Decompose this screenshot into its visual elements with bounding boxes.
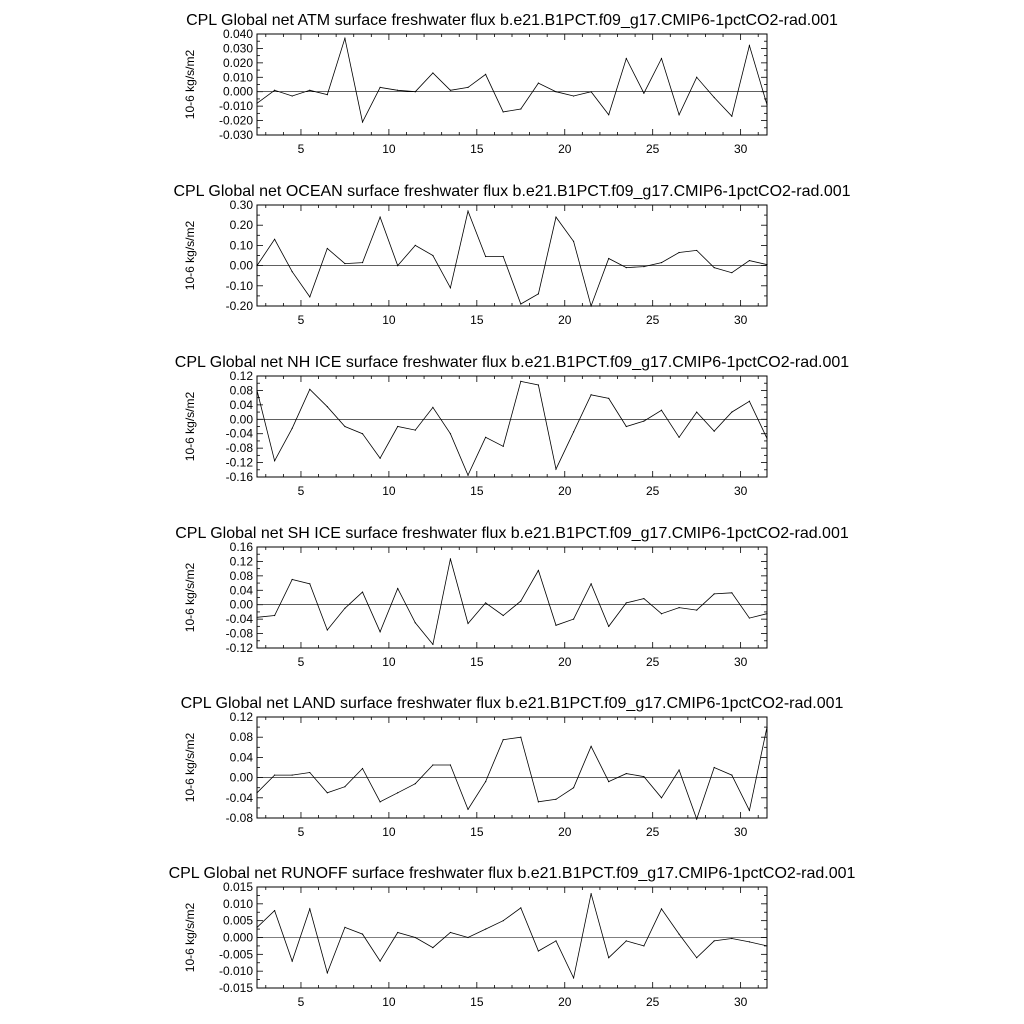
y-tick-label: -0.12 bbox=[225, 455, 253, 470]
y-tick-label: 0.00 bbox=[229, 258, 253, 273]
data-point bbox=[380, 217, 381, 218]
y-tick-label: -0.16 bbox=[225, 470, 253, 484]
plot-frame bbox=[257, 205, 767, 306]
data-point bbox=[432, 407, 433, 408]
data-point bbox=[591, 893, 592, 894]
data-point bbox=[485, 256, 486, 257]
x-tick-label: 20 bbox=[558, 825, 572, 839]
data-point bbox=[292, 960, 293, 961]
data-point bbox=[432, 72, 433, 73]
data-point bbox=[749, 45, 750, 46]
data-point bbox=[608, 781, 609, 782]
data-point bbox=[397, 588, 398, 589]
data-point bbox=[397, 426, 398, 427]
x-tick-label: 10 bbox=[382, 142, 396, 156]
data-point bbox=[749, 401, 750, 402]
data-point bbox=[591, 305, 592, 306]
data-point bbox=[503, 739, 504, 740]
data-point bbox=[714, 267, 715, 268]
data-point bbox=[467, 809, 468, 810]
data-point bbox=[520, 601, 521, 602]
x-tick-label: 15 bbox=[470, 825, 484, 839]
chart-title: CPL Global net OCEAN surface freshwater flux b.e21.B1PCT.f09_g17.CMIP6-1pctCO2-rad.001 bbox=[173, 183, 851, 200]
y-tick-label: 0.08 bbox=[229, 730, 253, 745]
data-point bbox=[731, 938, 732, 939]
data-point bbox=[573, 619, 574, 620]
data-point bbox=[591, 746, 592, 747]
data-point bbox=[327, 972, 328, 973]
y-axis-label: 10-6 kg/s/m2 bbox=[183, 902, 197, 973]
data-point bbox=[643, 93, 644, 94]
data-point bbox=[591, 394, 592, 395]
y-tick-label: 0.005 bbox=[222, 913, 253, 928]
y-tick-label: 0.00 bbox=[229, 412, 253, 427]
data-point bbox=[696, 610, 697, 611]
data-point bbox=[415, 430, 416, 431]
chart-title: CPL Global net LAND surface freshwater flux b.e21.B1PCT.f09_g17.CMIP6-1pctCO2-rad.001 bbox=[180, 695, 844, 712]
data-point bbox=[503, 446, 504, 447]
data-point bbox=[256, 103, 257, 104]
data-point bbox=[485, 74, 486, 75]
data-point bbox=[626, 940, 627, 941]
x-tick-label: 10 bbox=[382, 825, 396, 839]
data-point bbox=[661, 262, 662, 263]
y-tick-label: 0.020 bbox=[222, 55, 253, 70]
y-tick-label: 0.12 bbox=[229, 369, 253, 383]
data-point bbox=[749, 260, 750, 261]
x-tick-label: 15 bbox=[470, 655, 484, 669]
panel-1 bbox=[183, 12, 838, 156]
data-point bbox=[591, 91, 592, 92]
y-tick-label: 0.00 bbox=[229, 770, 253, 785]
x-tick-label: 30 bbox=[733, 825, 748, 839]
x-tick-label: 20 bbox=[558, 655, 572, 669]
x-tick-label: 30 bbox=[733, 995, 748, 1009]
data-point bbox=[292, 95, 293, 96]
data-point bbox=[643, 266, 644, 267]
x-tick-label: 5 bbox=[297, 484, 305, 498]
data-point bbox=[714, 97, 715, 98]
data-point bbox=[591, 583, 592, 584]
data-point bbox=[432, 255, 433, 256]
data-point bbox=[503, 256, 504, 257]
y-axis-label: 10-6 kg/s/m2 bbox=[183, 220, 197, 291]
x-tick-label: 10 bbox=[382, 484, 396, 498]
series-line bbox=[257, 559, 767, 645]
x-tick-label: 30 bbox=[733, 655, 748, 669]
data-point bbox=[256, 390, 257, 391]
plot-frame bbox=[257, 376, 767, 477]
data-point bbox=[643, 420, 644, 421]
data-point bbox=[450, 287, 451, 288]
data-point bbox=[467, 87, 468, 88]
y-tick-label: 0.030 bbox=[222, 41, 253, 56]
data-point bbox=[766, 104, 767, 105]
y-tick-label: 0.040 bbox=[222, 27, 253, 41]
data-point bbox=[362, 768, 363, 769]
y-tick-label: -0.04 bbox=[225, 790, 253, 805]
y-tick-label: -0.20 bbox=[225, 299, 253, 313]
data-point bbox=[415, 783, 416, 784]
x-tick-label: 25 bbox=[646, 995, 660, 1009]
plot-frame bbox=[257, 34, 767, 135]
data-point bbox=[503, 615, 504, 616]
data-point bbox=[415, 622, 416, 623]
data-point bbox=[696, 957, 697, 958]
data-point bbox=[450, 764, 451, 765]
x-tick-label: 30 bbox=[733, 313, 748, 327]
data-point bbox=[678, 437, 679, 438]
x-tick-label: 20 bbox=[558, 995, 572, 1009]
data-point bbox=[309, 90, 310, 91]
y-tick-label: -0.08 bbox=[225, 441, 253, 456]
y-tick-label: -0.08 bbox=[225, 811, 253, 825]
x-tick-label: 10 bbox=[382, 655, 396, 669]
y-tick-label: 0.00 bbox=[229, 597, 253, 612]
y-tick-label: 0.12 bbox=[229, 554, 253, 569]
data-point bbox=[749, 617, 750, 618]
x-tick-label: 30 bbox=[733, 142, 748, 156]
data-point bbox=[573, 241, 574, 242]
data-point bbox=[309, 908, 310, 909]
x-tick-label: 5 bbox=[297, 655, 305, 669]
data-point bbox=[766, 613, 767, 614]
data-point bbox=[274, 460, 275, 461]
data-point bbox=[555, 217, 556, 218]
data-point bbox=[344, 38, 345, 39]
data-point bbox=[661, 410, 662, 411]
y-tick-label: 0.04 bbox=[229, 583, 253, 598]
y-tick-label: 0.30 bbox=[229, 198, 253, 212]
x-tick-label: 5 bbox=[297, 995, 305, 1009]
data-point bbox=[362, 121, 363, 122]
x-tick-label: 15 bbox=[470, 484, 484, 498]
data-point bbox=[555, 625, 556, 626]
y-tick-label: -0.015 bbox=[218, 981, 253, 995]
data-point bbox=[678, 607, 679, 608]
x-tick-label: 15 bbox=[470, 995, 484, 1009]
data-point bbox=[415, 91, 416, 92]
data-point bbox=[626, 602, 627, 603]
y-tick-label: -0.005 bbox=[218, 947, 253, 962]
data-point bbox=[538, 82, 539, 83]
y-axis-label: 10-6 kg/s/m2 bbox=[183, 732, 197, 803]
data-point bbox=[380, 631, 381, 632]
plot-frame bbox=[257, 547, 767, 648]
data-point bbox=[766, 727, 767, 728]
data-point bbox=[731, 592, 732, 593]
data-point bbox=[292, 774, 293, 775]
panel-3 bbox=[175, 354, 850, 498]
chart-title: CPL Global net ATM surface freshwater flux b.e21.B1PCT.f09_g17.CMIP6-1pctCO2-rad.001 bbox=[186, 12, 838, 29]
data-point bbox=[327, 94, 328, 95]
y-axis-label: 10-6 kg/s/m2 bbox=[183, 49, 197, 120]
series-line bbox=[257, 38, 767, 122]
data-point bbox=[520, 381, 521, 382]
data-point bbox=[292, 428, 293, 429]
panel-5 bbox=[181, 695, 844, 839]
y-tick-label: 0.04 bbox=[229, 397, 253, 412]
data-point bbox=[344, 608, 345, 609]
data-point bbox=[555, 799, 556, 800]
data-point bbox=[380, 801, 381, 802]
data-point bbox=[573, 431, 574, 432]
y-tick-label: 0.08 bbox=[229, 383, 253, 398]
data-point bbox=[485, 781, 486, 782]
chart-title: CPL Global net RUNOFF surface freshwater flux b.e21.B1PCT.f09_g17.CMIP6-1pctCO2-rad.001 bbox=[168, 865, 856, 882]
data-point bbox=[626, 58, 627, 59]
y-tick-label: 0.16 bbox=[229, 540, 253, 554]
data-point bbox=[626, 426, 627, 427]
data-point bbox=[520, 108, 521, 109]
data-point bbox=[309, 772, 310, 773]
data-point bbox=[608, 957, 609, 958]
data-point bbox=[714, 431, 715, 432]
data-point bbox=[520, 907, 521, 908]
x-tick-label: 5 bbox=[297, 825, 305, 839]
data-point bbox=[397, 792, 398, 793]
data-point bbox=[731, 116, 732, 117]
y-tick-label: 0.10 bbox=[229, 238, 253, 253]
y-tick-label: -0.12 bbox=[225, 641, 253, 655]
data-point bbox=[696, 818, 697, 819]
data-point bbox=[573, 95, 574, 96]
data-point bbox=[397, 265, 398, 266]
data-point bbox=[309, 389, 310, 390]
data-point bbox=[714, 767, 715, 768]
data-point bbox=[450, 433, 451, 434]
data-point bbox=[731, 774, 732, 775]
data-point bbox=[274, 90, 275, 91]
y-tick-label: -0.10 bbox=[225, 278, 253, 293]
data-point bbox=[678, 114, 679, 115]
data-point bbox=[731, 272, 732, 273]
y-tick-label: 0.04 bbox=[229, 750, 253, 765]
data-point bbox=[256, 792, 257, 793]
x-tick-label: 5 bbox=[297, 313, 305, 327]
data-point bbox=[766, 264, 767, 265]
x-tick-label: 25 bbox=[646, 825, 660, 839]
data-point bbox=[608, 258, 609, 259]
x-tick-label: 10 bbox=[382, 995, 396, 1009]
x-tick-label: 25 bbox=[646, 313, 660, 327]
data-point bbox=[432, 644, 433, 645]
data-point bbox=[450, 558, 451, 559]
data-point bbox=[380, 458, 381, 459]
data-point bbox=[380, 960, 381, 961]
data-point bbox=[467, 937, 468, 938]
data-point bbox=[274, 615, 275, 616]
y-tick-label: -0.04 bbox=[225, 612, 253, 627]
data-point bbox=[678, 769, 679, 770]
data-point bbox=[467, 623, 468, 624]
y-tick-label: -0.020 bbox=[218, 113, 253, 128]
data-point bbox=[643, 598, 644, 599]
data-point bbox=[256, 927, 257, 928]
y-tick-label: -0.010 bbox=[218, 99, 253, 114]
data-point bbox=[749, 810, 750, 811]
chart-title: CPL Global net SH ICE surface freshwater flux b.e21.B1PCT.f09_g17.CMIP6-1pctCO2-rad.001 bbox=[175, 525, 849, 542]
data-point bbox=[714, 940, 715, 941]
data-point bbox=[274, 910, 275, 911]
y-tick-label: -0.04 bbox=[225, 426, 253, 441]
x-tick-label: 5 bbox=[297, 142, 305, 156]
data-point bbox=[362, 591, 363, 592]
x-tick-label: 10 bbox=[382, 313, 396, 327]
data-point bbox=[555, 468, 556, 469]
data-point bbox=[573, 787, 574, 788]
data-point bbox=[415, 937, 416, 938]
x-tick-label: 25 bbox=[646, 142, 660, 156]
data-point bbox=[520, 303, 521, 304]
data-point bbox=[344, 426, 345, 427]
data-point bbox=[256, 265, 257, 266]
data-point bbox=[766, 945, 767, 946]
data-point bbox=[538, 293, 539, 294]
data-point bbox=[503, 111, 504, 112]
y-tick-label: 0.015 bbox=[222, 880, 253, 894]
panel-6 bbox=[169, 865, 856, 1009]
data-point bbox=[432, 764, 433, 765]
x-tick-label: 20 bbox=[558, 313, 572, 327]
y-axis-label: 10-6 kg/s/m2 bbox=[183, 391, 197, 462]
data-point bbox=[538, 384, 539, 385]
data-point bbox=[327, 248, 328, 249]
data-point bbox=[731, 411, 732, 412]
y-tick-label: -0.030 bbox=[218, 128, 253, 142]
data-point bbox=[643, 945, 644, 946]
data-point bbox=[555, 91, 556, 92]
y-tick-label: 0.000 bbox=[222, 84, 253, 99]
data-point bbox=[327, 792, 328, 793]
data-point bbox=[415, 245, 416, 246]
data-point bbox=[749, 941, 750, 942]
data-point bbox=[274, 774, 275, 775]
data-point bbox=[661, 58, 662, 59]
data-point bbox=[608, 398, 609, 399]
data-point bbox=[678, 934, 679, 935]
data-point bbox=[608, 114, 609, 115]
data-point bbox=[766, 438, 767, 439]
data-point bbox=[714, 593, 715, 594]
data-point bbox=[626, 267, 627, 268]
data-point bbox=[467, 210, 468, 211]
y-tick-label: 0.010 bbox=[222, 896, 253, 911]
data-point bbox=[538, 950, 539, 951]
data-point bbox=[397, 90, 398, 91]
x-tick-label: 25 bbox=[646, 655, 660, 669]
data-point bbox=[678, 252, 679, 253]
panel-4 bbox=[175, 525, 849, 669]
data-point bbox=[450, 932, 451, 933]
y-tick-label: 0.010 bbox=[222, 70, 253, 85]
data-point bbox=[450, 90, 451, 91]
data-point bbox=[309, 296, 310, 297]
data-point bbox=[485, 602, 486, 603]
data-point bbox=[538, 570, 539, 571]
data-point bbox=[362, 433, 363, 434]
series-line bbox=[257, 894, 767, 978]
data-point bbox=[573, 977, 574, 978]
x-tick-label: 15 bbox=[470, 142, 484, 156]
data-point bbox=[696, 77, 697, 78]
x-tick-label: 25 bbox=[646, 484, 660, 498]
data-point bbox=[485, 928, 486, 929]
data-point bbox=[661, 908, 662, 909]
x-tick-label: 20 bbox=[558, 142, 572, 156]
y-axis-label: 10-6 kg/s/m2 bbox=[183, 562, 197, 633]
data-point bbox=[696, 250, 697, 251]
chart-title: CPL Global net NH ICE surface freshwater flux b.e21.B1PCT.f09_g17.CMIP6-1pctCO2-rad.001 bbox=[174, 354, 850, 371]
data-point bbox=[256, 617, 257, 618]
data-point bbox=[362, 262, 363, 263]
data-point bbox=[327, 629, 328, 630]
data-point bbox=[661, 797, 662, 798]
data-point bbox=[292, 271, 293, 272]
data-point bbox=[520, 737, 521, 738]
data-point bbox=[432, 947, 433, 948]
y-tick-label: -0.010 bbox=[218, 964, 253, 979]
panel-2 bbox=[173, 183, 850, 327]
data-point bbox=[538, 801, 539, 802]
series-line bbox=[257, 727, 767, 819]
data-point bbox=[344, 263, 345, 264]
data-point bbox=[344, 927, 345, 928]
data-point bbox=[643, 776, 644, 777]
data-point bbox=[503, 920, 504, 921]
data-point bbox=[608, 626, 609, 627]
data-point bbox=[696, 411, 697, 412]
x-tick-label: 15 bbox=[470, 313, 484, 327]
x-tick-label: 20 bbox=[558, 484, 572, 498]
y-tick-label: 0.12 bbox=[229, 710, 253, 724]
data-point bbox=[309, 583, 310, 584]
data-point bbox=[467, 475, 468, 476]
series-line bbox=[257, 211, 767, 306]
y-tick-label: 0.000 bbox=[222, 930, 253, 945]
data-point bbox=[274, 239, 275, 240]
data-point bbox=[485, 437, 486, 438]
data-point bbox=[626, 773, 627, 774]
data-point bbox=[344, 786, 345, 787]
x-tick-label: 30 bbox=[733, 484, 748, 498]
y-tick-label: 0.20 bbox=[229, 218, 253, 233]
series-line bbox=[257, 381, 767, 475]
data-point bbox=[327, 406, 328, 407]
y-tick-label: 0.08 bbox=[229, 568, 253, 583]
data-point bbox=[555, 940, 556, 941]
data-point bbox=[292, 579, 293, 580]
data-point bbox=[661, 613, 662, 614]
data-point bbox=[362, 934, 363, 935]
data-point bbox=[380, 87, 381, 88]
data-point bbox=[397, 932, 398, 933]
y-tick-label: -0.08 bbox=[225, 626, 253, 641]
